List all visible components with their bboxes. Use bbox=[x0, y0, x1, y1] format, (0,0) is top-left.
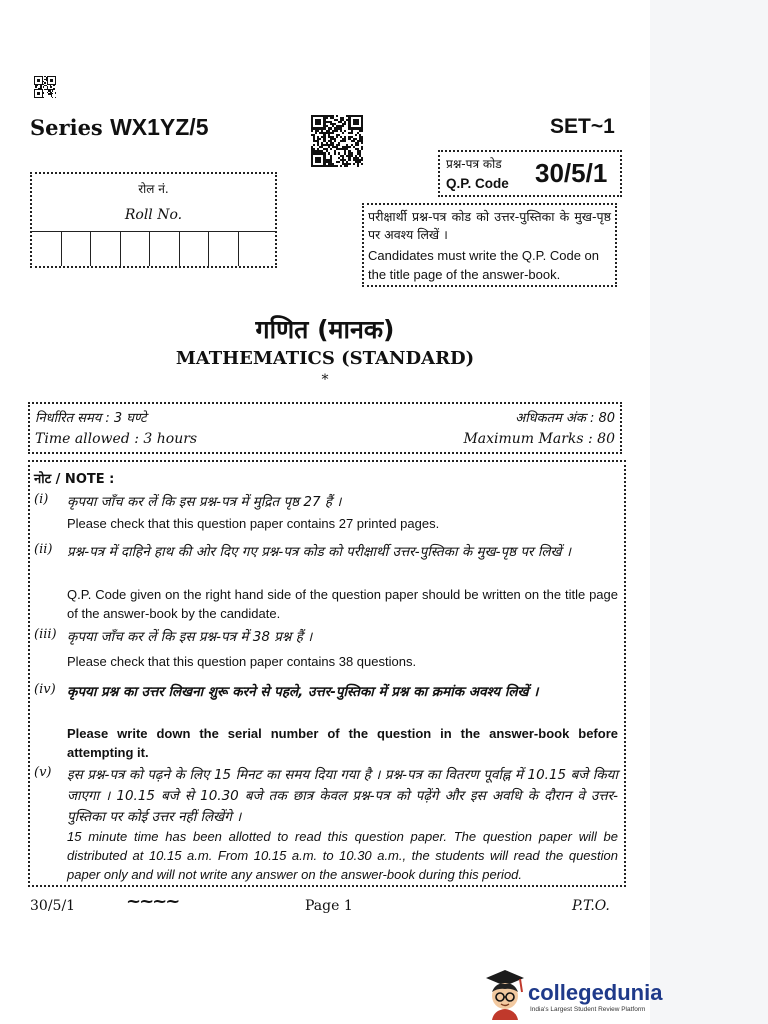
series-label: Series bbox=[30, 115, 103, 140]
pto-label: P.T.O. bbox=[572, 898, 610, 914]
roll-label: Roll No. bbox=[124, 207, 183, 223]
logo-tagline: India's Largest Student Review Platform bbox=[530, 1006, 646, 1013]
note-english: Please write down the serial number of the question in the answer-book before attempting it. bbox=[67, 726, 618, 760]
set-label: SET~1 bbox=[550, 115, 615, 138]
small-qr-code bbox=[34, 76, 56, 98]
title-asterisk: * bbox=[321, 372, 329, 388]
roll-cell[interactable] bbox=[239, 232, 269, 266]
title-english: MATHEMATICS (STANDARD) bbox=[175, 348, 475, 369]
collegedunia-logo[interactable] bbox=[484, 966, 663, 1022]
student-mascot-icon bbox=[484, 968, 526, 1020]
roll-cell[interactable] bbox=[91, 232, 121, 266]
roll-cell[interactable] bbox=[150, 232, 180, 266]
maximum-marks: Maximum Marks : 80 bbox=[463, 431, 615, 447]
instruction-english: Candidates must write the Q.P. Code on the title page of the answer-book. bbox=[368, 248, 599, 282]
roll-number-box bbox=[30, 172, 277, 268]
note-number: (i) bbox=[34, 492, 49, 507]
note-english: Please check that this question paper contains 27 printed pages. bbox=[67, 516, 440, 531]
qp-code-value: 30/5/1 bbox=[535, 158, 608, 188]
note-hindi: इस प्रश्न-पत्र को पढ़ने के लिए 15 मिनट का समय दिया गया है । प्रश्न-पत्र का वितरण पूर्वाह्न में 10.15 बजे किया जाएगा । 10.15 बजे से 10.30 बजे तक छात्र केवल प्रश्न-पत्र को पढ़ेंगे और इस अवधि के दौरान वे उत्तर-पुस्तिका पर कोई उत्तर नहीं लिखेंगे । bbox=[67, 767, 618, 825]
note-hindi: कृपया प्रश्न का उत्तर लिखना शुरू करने से पहले, उत्तर-पुस्तिका में प्रश्न का क्रमांक अवश्य लिखें । bbox=[67, 684, 539, 700]
note-english: Please check that this question paper contains 38 questions. bbox=[67, 654, 417, 669]
roll-cell[interactable] bbox=[209, 232, 239, 266]
footer-squiggle: ~~~~ bbox=[126, 891, 179, 912]
series-code: WX1YZ/5 bbox=[110, 114, 209, 140]
note-number: (iv) bbox=[34, 682, 56, 697]
note-number: (ii) bbox=[34, 542, 53, 557]
logo-name: collegedunia bbox=[528, 980, 663, 1005]
page-margin-strip bbox=[650, 0, 768, 1024]
qp-code-label: Q.P. Code bbox=[446, 176, 509, 191]
note-hindi: कृपया जाँच कर लें कि इस प्रश्न-पत्र में मुद्रित पृष्ठ 27 हैं । bbox=[67, 494, 342, 510]
notes-box bbox=[28, 460, 626, 887]
qp-code-label-hindi: प्रश्न-पत्र कोड bbox=[446, 157, 502, 171]
notes-heading: नोट / NOTE : bbox=[34, 472, 115, 487]
title-hindi: गणित (मानक) bbox=[255, 315, 395, 344]
qp-code-box bbox=[438, 150, 622, 197]
roll-cell[interactable] bbox=[32, 232, 62, 266]
note-english: 15 minute time has been allotted to read this question paper. The question paper will be distributed at 10.15 a.m. From 10.15 a.m. to 10.30 a.m., the students will read the question paper only and will not write any answer on the answer-book during this period. bbox=[67, 829, 618, 882]
roll-number-cells[interactable] bbox=[32, 231, 275, 266]
roll-cell[interactable] bbox=[121, 232, 151, 266]
roll-label-hindi: रोल नं. bbox=[138, 182, 169, 196]
time-hindi: निर्धारित समय : 3 घण्टे bbox=[35, 411, 147, 426]
roll-cell[interactable] bbox=[62, 232, 92, 266]
note-hindi: प्रश्न-पत्र में दाहिने हाथ की ओर दिए गए प्रश्न-पत्र कोड को परीक्षार्थी उत्तर-पुस्तिका के मुख-पृष्ठ पर लिखें । bbox=[67, 544, 571, 560]
note-hindi: कृपया जाँच कर लें कि इस प्रश्न-पत्र में 38 प्रश्न हैं । bbox=[67, 629, 313, 645]
marks-hindi: अधिकतम अंक : 80 bbox=[515, 411, 615, 426]
main-qr-code bbox=[311, 115, 363, 167]
roll-cell[interactable] bbox=[180, 232, 210, 266]
note-number: (v) bbox=[34, 765, 52, 780]
note-number: (iii) bbox=[34, 627, 57, 642]
time-allowed: Time allowed : 3 hours bbox=[35, 431, 198, 447]
qp-instruction-box bbox=[362, 203, 617, 287]
note-english: Q.P. Code given on the right hand side of the question paper should be written on the title page of the answer-book by the candidate. bbox=[67, 587, 618, 621]
footer-code: 30/5/1 bbox=[30, 898, 76, 914]
instruction-hindi: परीक्षार्थी प्रश्न-पत्र कोड को उत्तर-पुस्तिका के मुख-पृष्ठ पर अवश्य लिखें । bbox=[368, 209, 611, 242]
page-number: Page 1 bbox=[305, 898, 353, 914]
time-marks-box bbox=[28, 402, 622, 454]
series-line bbox=[30, 114, 209, 141]
